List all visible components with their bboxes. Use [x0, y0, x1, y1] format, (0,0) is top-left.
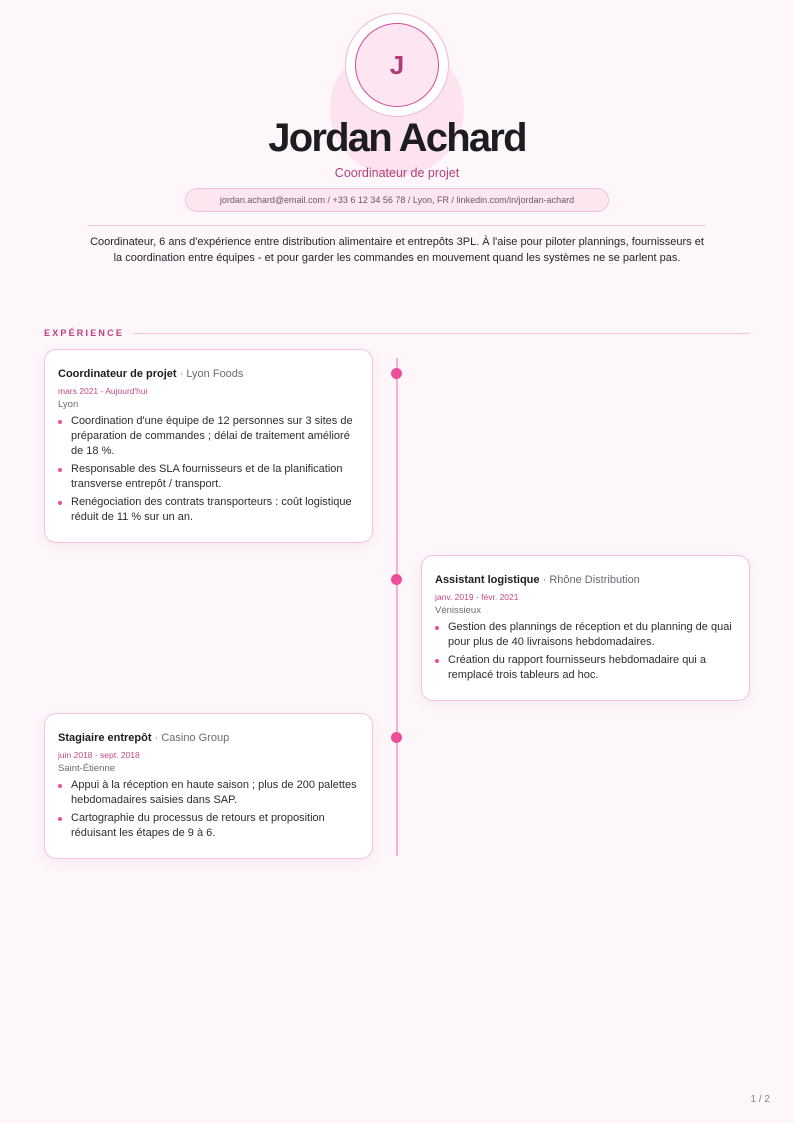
section-divider — [133, 333, 750, 334]
achievement-item — [435, 653, 735, 683]
candidate-title: Coordinateur de projet — [334, 166, 460, 180]
company-name: Lyon Foods — [186, 368, 244, 380]
achievement-text: Renégociation des contrats transporteurs : coût logistique réduit de 11 % sur un an. — [71, 496, 352, 523]
experience-heading — [58, 731, 358, 745]
achievement-text: Création du rapport fournisseurs hebdomadaire qui a remplacé trois tableurs ad hoc. — [448, 654, 707, 681]
page-number: 1 / 2 — [750, 1094, 770, 1105]
avatar — [345, 13, 449, 117]
bullet-dot-icon — [58, 817, 62, 821]
experience-card — [421, 555, 750, 701]
separator: · — [176, 368, 187, 380]
achievement-text: Appui à la réception en haute saison ; plus de 200 palettes hebdomadaires saisies dans SAP. — [71, 779, 357, 806]
bullet-dot-icon — [58, 468, 62, 472]
bullet-dot-icon — [58, 784, 62, 788]
achievement-list — [435, 620, 735, 683]
section-heading-experience: EXPÉRIENCE — [44, 328, 125, 338]
separator: · — [151, 732, 162, 744]
achievement-text: Responsable des SLA fournisseurs et de la planification transverse entrepôt / transport. — [71, 463, 343, 490]
job-dates: mars 2021 - Aujourd'hui — [58, 386, 148, 396]
bullet-dot-icon — [435, 659, 439, 663]
job-location: Saint-Étienne — [58, 763, 116, 774]
company-name: Rhône Distribution — [549, 574, 640, 586]
header-divider — [88, 225, 706, 226]
timeline-dot — [391, 574, 402, 585]
bullet-dot-icon — [435, 626, 439, 630]
contact-info — [185, 188, 609, 212]
avatar-circle — [355, 23, 439, 107]
experience-card — [44, 713, 373, 859]
job-role: Assistant logistique — [435, 574, 540, 586]
experience-heading — [435, 573, 735, 587]
achievement-item — [58, 778, 358, 808]
job-dates: janv. 2019 - févr. 2021 — [435, 592, 519, 602]
achievement-item — [58, 811, 358, 841]
experience-heading — [58, 367, 358, 381]
achievement-list — [58, 778, 358, 841]
company-name: Casino Group — [161, 732, 230, 744]
timeline-dot — [391, 368, 402, 379]
achievement-item — [435, 620, 735, 650]
job-location: Lyon — [58, 399, 79, 410]
achievement-item — [58, 495, 358, 525]
job-role: Coordinateur de projet — [58, 368, 177, 380]
achievement-list — [58, 414, 358, 525]
job-role: Stagiaire entrepôt — [58, 732, 152, 744]
bullet-dot-icon — [58, 501, 62, 505]
job-dates: juin 2018 - sept. 2018 — [58, 750, 140, 760]
achievement-text: Cartographie du processus de retours et proposition réduisant les étapes de 9 à 6. — [71, 812, 325, 839]
avatar-initial: J — [389, 49, 405, 80]
profile-summary: Coordinateur, 6 ans d'expérience entre distribution alimentaire et entrepôts 3PL. À l'aise pour piloter plannings, fournisseurs et la coordination entre équipes - et pour garder les commandes en mouvement quand les systèmes ne se parlent pas. — [90, 236, 704, 264]
timeline-line — [396, 358, 398, 856]
job-location: Vénissieux — [435, 605, 481, 616]
achievement-text: Gestion des plannings de réception et du planning de quai pour plus de 40 livraisons hebdomadaires. — [448, 621, 732, 648]
candidate-name: Jordan Achard — [268, 116, 526, 160]
bullet-dot-icon — [58, 420, 62, 424]
achievement-item — [58, 462, 358, 492]
achievement-item — [58, 414, 358, 459]
achievement-text: Coordination d'une équipe de 12 personnes sur 3 sites de préparation de commandes ; délai de traitement amélioré de 18 %. — [71, 415, 353, 457]
timeline-dot — [391, 732, 402, 743]
experience-card — [44, 349, 373, 543]
contact-text: jordan.achard@email.com / +33 6 12 34 56 78 / Lyon, FR / linkedin.com/in/jordan-achard — [219, 195, 575, 205]
separator: · — [539, 574, 550, 586]
